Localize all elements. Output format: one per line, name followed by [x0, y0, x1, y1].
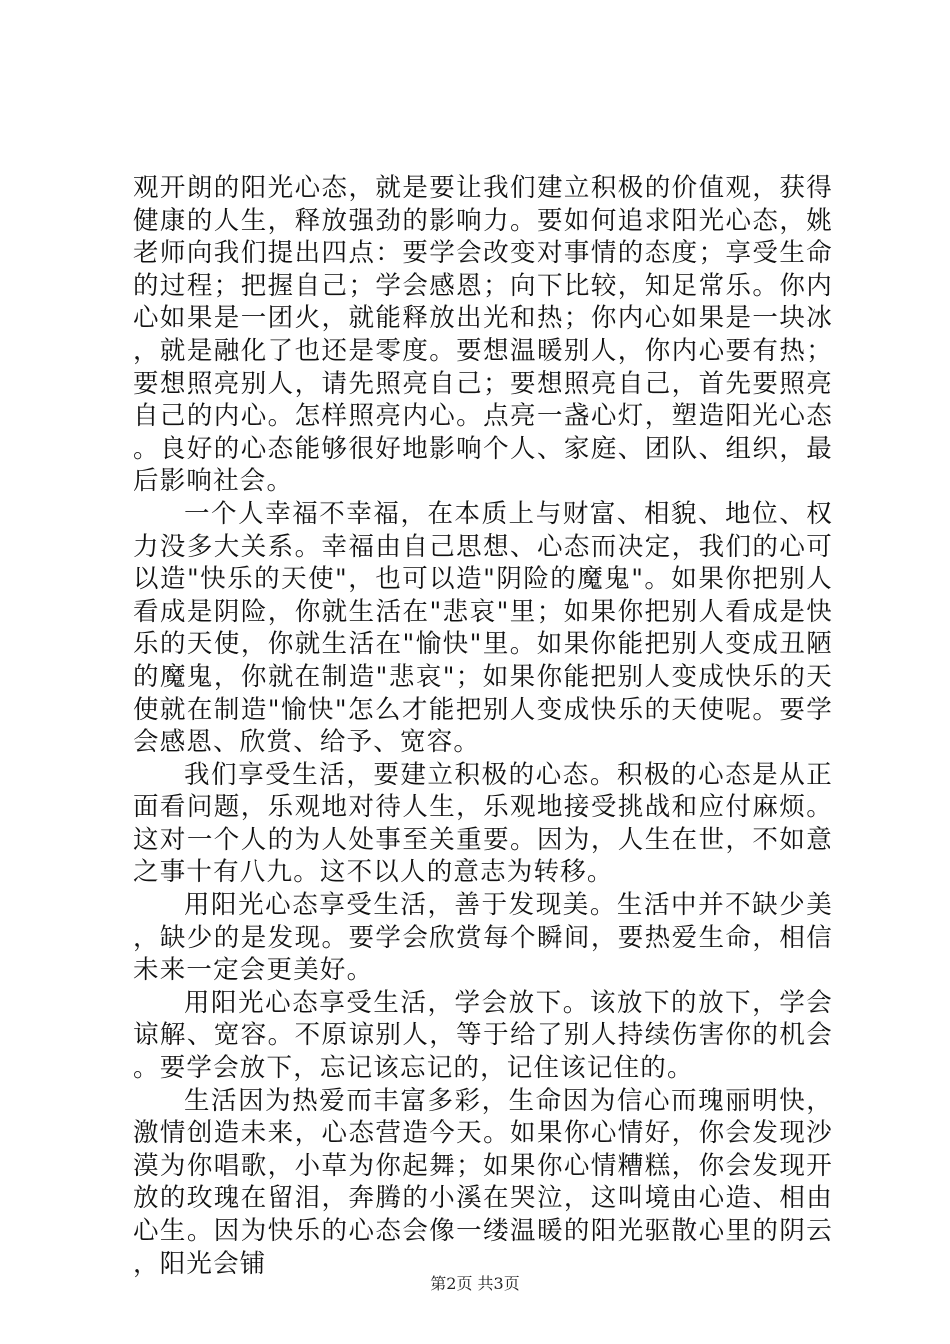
paragraph-2: 一个人幸福不幸福，在本质上与财富、相貌、地位、权力没多大关系。幸福由自己思想、心态而决定，我们的心可以造"快乐的天使"，也可以造"阴险的魔鬼"。如果你把别人看成是阴险，你就生活在"悲哀"里；如果你把别人看成是快乐的天使，你就生活在"愉快"里。如果你能把别人变成丑陋的魔鬼，你就在制造"悲哀"；如果你能把别人变成快乐的天使就在制造"愉快"怎么才能把别人变成快乐的天使呢。要学会感恩、欣赏、给予、宽容。: [133, 498, 833, 758]
paragraph-1: 观开朗的阳光心态，就是要让我们建立积极的价值观，获得健康的人生，释放强劲的影响力。要如何追求阳光心态，姚老师向我们提出四点：要学会改变对事情的态度；享受生命的过程；把握自己；学会感恩；向下比较，知足常乐。你内心如果是一团火，就能释放出光和热；你内心如果是一块冰，就是融化了也还是零度。要想温暖别人，你内心要有热；要想照亮别人，请先照亮自己；要想照亮自己，首先要照亮自己的内心。怎样照亮内心。点亮一盏心灯，塑造阳光心态。良好的心态能够很好地影响个人、家庭、团队、组织，最后影响社会。: [133, 173, 833, 497]
page-number-footer: 第2页 共3页: [430, 1274, 520, 1293]
paragraph-3: 我们享受生活，要建立积极的心态。积极的心态是从正面看问题，乐观地对待人生，乐观地接受挑战和应付麻烦。这对一个人的为人处事至关重要。因为，人生在世，不如意之事十有八九。这不以人的意志为转移。: [133, 759, 833, 888]
paragraph-4: 用阳光心态享受生活，善于发现美。生活中并不缺少美，缺少的是发现。要学会欣赏每个瞬间，要热爱生命，相信未来一定会更美好。: [133, 890, 833, 986]
paragraph-6: 生活因为热爱而丰富多彩，生命因为信心而瑰丽明快，激情创造未来，心态营造今天。如果你心情好，你会发现沙漠为你唱歌，小草为你起舞；如果你心情糟糕，你会发现开放的玫瑰在留泪，奔腾的小溪在哭泣，这叫境由心造、相由心生。因为快乐的心态会像一缕温暖的阳光驱散心里的阴云，阳光会铺: [133, 1085, 833, 1279]
document-body: [133, 172, 833, 1280]
paragraph-5: 用阳光心态享受生活，学会放下。该放下的放下，学会谅解、宽容。不原谅别人，等于给了别人持续伤害你的机会。要学会放下，忘记该忘记的，记住该记住的。: [133, 987, 833, 1084]
